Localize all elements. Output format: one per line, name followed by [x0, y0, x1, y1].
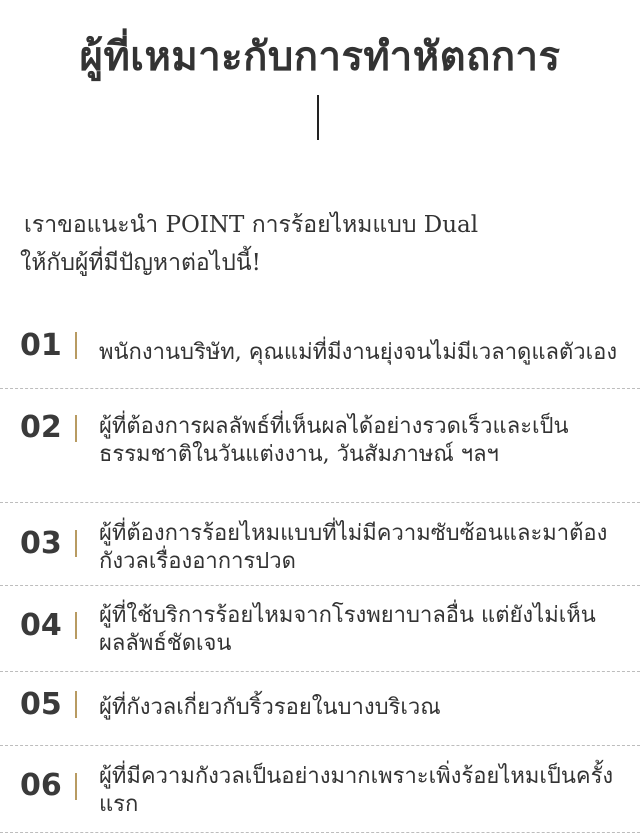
item-number: 01	[20, 328, 62, 363]
intro-text	[20, 206, 630, 282]
item-number: 06	[20, 768, 62, 803]
title-divider	[317, 95, 319, 140]
page-title: ผู้ที่เหมาะกับการทำหัตถการ	[79, 32, 561, 80]
item-number: 04	[20, 608, 62, 643]
item-text: ผู้ที่ต้องการร้อยไหมแบบที่ไม่มีความซับซ้อนและมาต้องกังวลเรื่องอาการปวด	[99, 521, 608, 574]
item-number: 02	[20, 410, 62, 445]
item-text: ผู้ที่กังวลเกี่ยวกับริ้วรอยในบางบริเวณ	[99, 695, 441, 720]
item-number: 05	[20, 687, 62, 722]
list-item	[0, 503, 640, 586]
item-text: ผู้ที่มีความกังวลเป็นอย่างมากเพราะเพิ่งร้อยไหมเป็นครั้งแรก	[99, 764, 614, 817]
list-item	[0, 746, 640, 833]
accent-bar	[75, 332, 77, 359]
item-text: ผู้ที่ต้องการผลลัพธ์ที่เห็นผลได้อย่างรวดเร็วและเป็นธรรมชาติในวันแต่งงาน, วันสัมภาษณ์ ฯลฯ	[99, 414, 569, 467]
list-item	[0, 672, 640, 746]
list-item	[0, 306, 640, 389]
item-text: พนักงานบริษัท, คุณแม่ที่มีงานยุ่งจนไม่มีเวลาดูแลตัวเอง	[99, 340, 618, 365]
accent-bar	[75, 691, 77, 718]
item-number: 03	[20, 526, 62, 561]
accent-bar	[75, 773, 77, 800]
accent-bar	[75, 415, 77, 442]
intro-line-2: ให้กับผู้ที่มีปัญหาต่อไปนี้!	[20, 250, 261, 276]
item-text: ผู้ที่ใช้บริการร้อยไหมจากโรงพยาบาลอื่น แต่ยังไม่เห็นผลลัพธ์ชัดเจน	[99, 603, 596, 656]
intro-line-1: เราขอแนะนำ POINT การร้อยไหมแบบ Dual	[24, 212, 479, 238]
list-item	[0, 586, 640, 672]
list-item	[0, 389, 640, 503]
accent-bar	[75, 612, 77, 639]
accent-bar	[75, 530, 77, 557]
